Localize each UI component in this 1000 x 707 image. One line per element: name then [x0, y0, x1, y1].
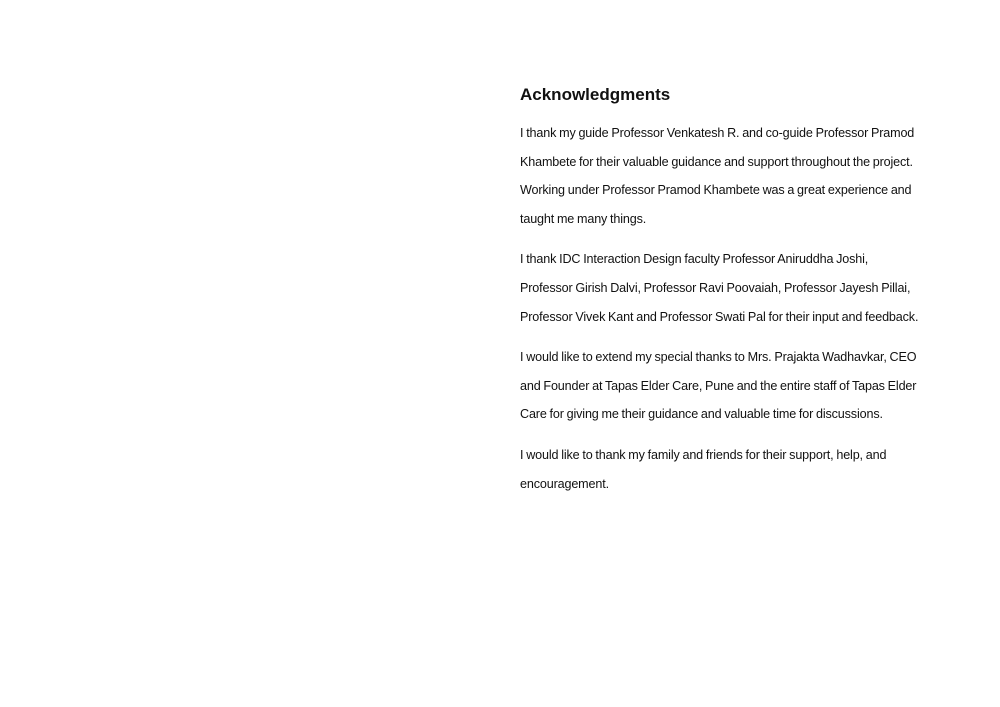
paragraph-guides: I thank my guide Professor Venkatesh R. and co-guide Professor Pramod Khambete for their valuable guidance and support throughout the project. Working under Professor Pramod Khambete was a great experience and taught me many things.	[520, 126, 915, 226]
acknowledgments-section	[520, 82, 920, 498]
paragraph-family-friends: I would like to thank my family and friends for their support, help, and encouragement.	[520, 447, 887, 491]
section-heading: Acknowledgments	[520, 85, 671, 104]
paragraph-tapas-elder-care: I would like to extend my special thanks to Mrs. Prajakta Wadhavkar, CEO and Founder at Tapas Elder Care, Pune and the entire staff of Tapas Elder Care for giving me their guidance and valuable time for discussions.	[520, 350, 917, 422]
paragraph-faculty: I thank IDC Interaction Design faculty Professor Aniruddha Joshi, Professor Girish Dalvi, Professor Ravi Poovaiah, Professor Jayesh Pillai, Professor Vivek Kant and Professor Swati Pal for their input and feedback.	[520, 252, 919, 324]
